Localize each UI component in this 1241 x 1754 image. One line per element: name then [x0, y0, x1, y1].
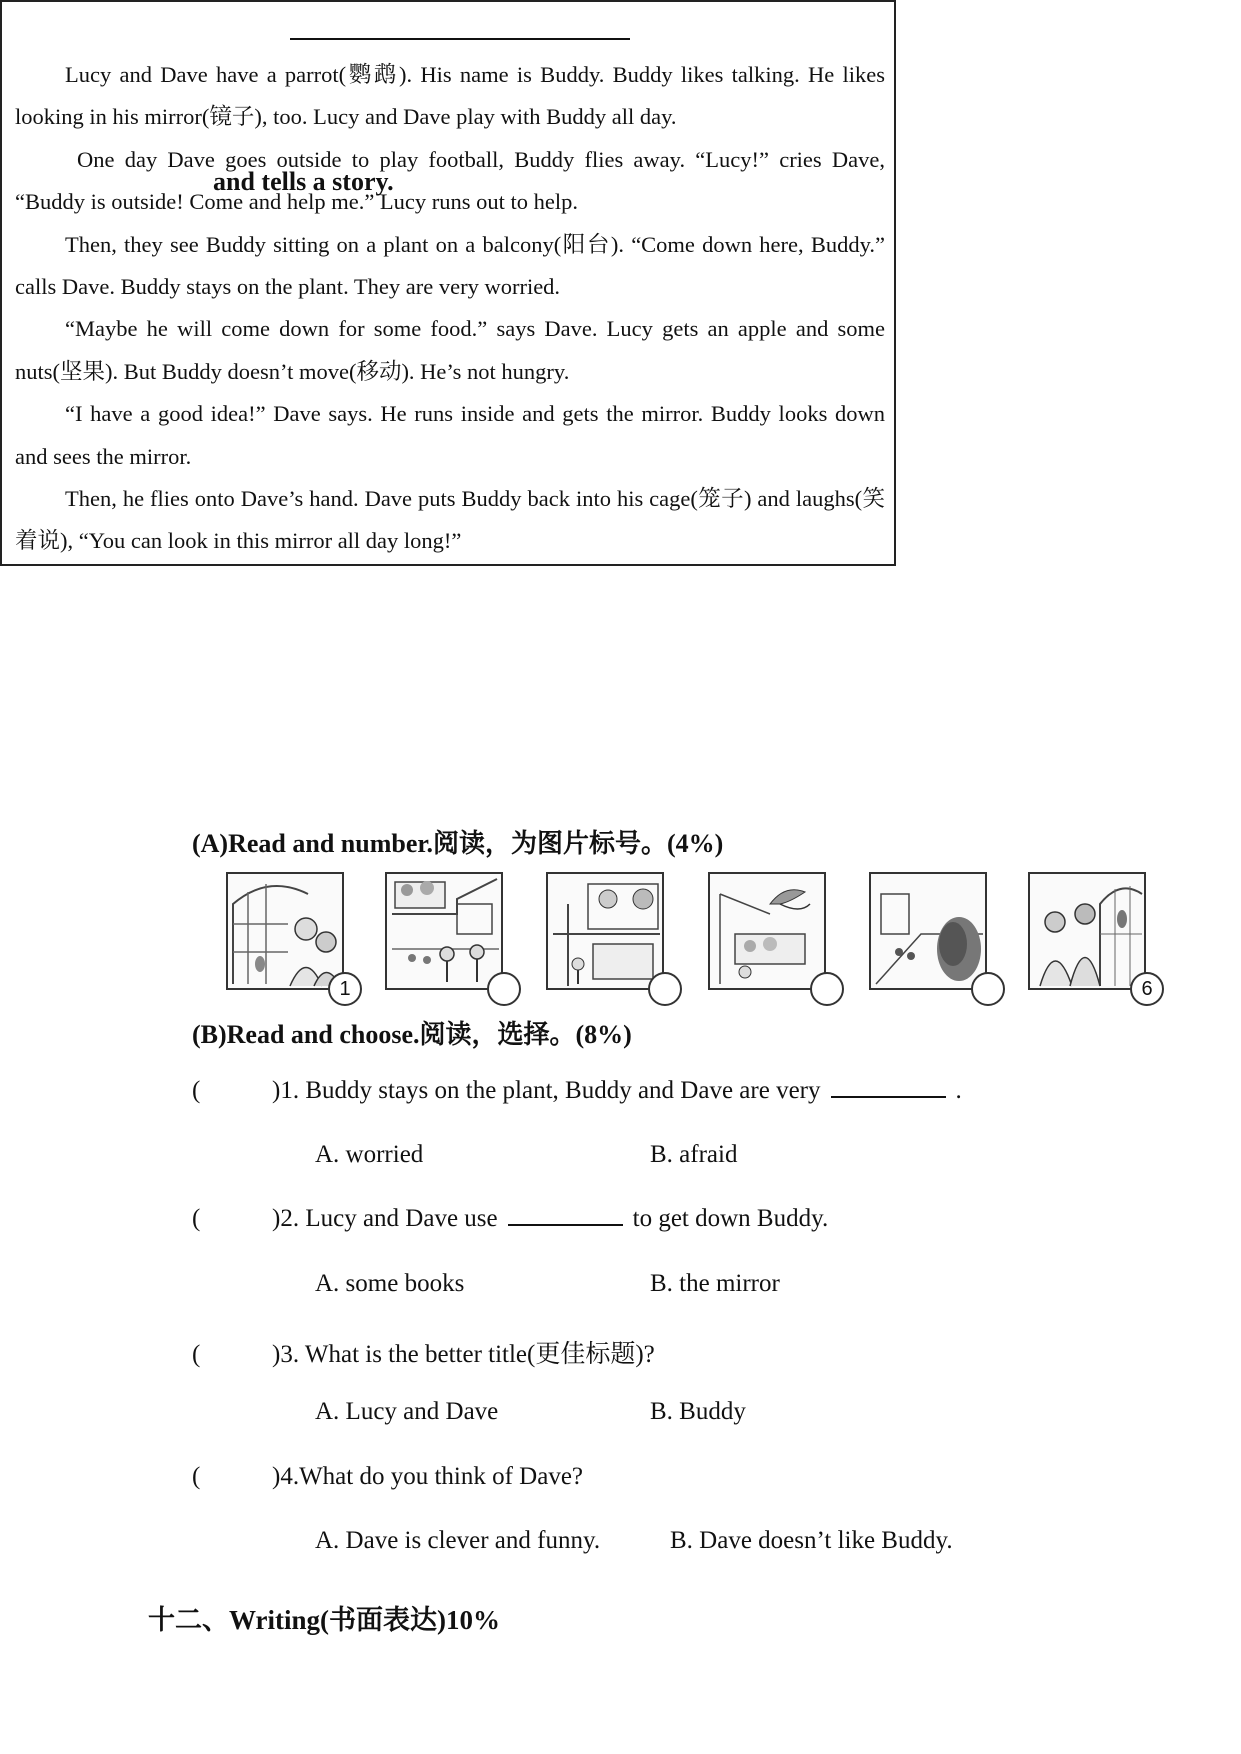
picture-2: [385, 872, 503, 990]
story-text: [15, 54, 885, 563]
family-window-illustration: [228, 874, 346, 992]
option-b[interactable]: B. the mirror: [650, 1270, 780, 1297]
question-1: [192, 1077, 1092, 1105]
question-text-end: to get down Buddy.: [632, 1205, 829, 1232]
picture-number-circle[interactable]: [971, 972, 1005, 1006]
picture-number-circle[interactable]: [648, 972, 682, 1006]
option-b[interactable]: B. Dave doesn’t like Buddy.: [670, 1527, 953, 1554]
picture-number-circle[interactable]: 6: [1130, 972, 1164, 1006]
story-paragraph: Then, he flies onto Dave’s hand. Dave puts Buddy back into his cage(笼子) and laughs(笑着说), “You can look in this mirror all day long!”: [15, 486, 885, 554]
parrot-flying-illustration: [710, 874, 828, 992]
question-text: )4.What do you think of Dave?: [272, 1463, 584, 1490]
story-paragraph: Then, they see Buddy sitting on a plant on a balcony(阳台). “Come down here, Buddy.” calls Dave. Buddy stays on the plant. They are very worried.: [15, 231, 885, 300]
answer-paren[interactable]: (: [192, 1205, 201, 1232]
question-4: [192, 1463, 1092, 1491]
answer-blank[interactable]: [508, 1206, 623, 1226]
story-paragraph: “I have a good idea!” Dave says. He runs inside and gets the mirror. Buddy looks down and sees the mirror.: [15, 401, 885, 469]
picture-5: [869, 872, 987, 990]
balcony-children-illustration: [387, 874, 505, 992]
question-text: )1. Buddy stays on the plant, Buddy and Dave are very: [272, 1077, 821, 1104]
option-a[interactable]: A. Lucy and Dave: [315, 1398, 499, 1425]
question-text: )3. What is the better title(更佳标题)?: [272, 1341, 655, 1368]
story-paragraph: One day Dave goes outside to play football, Buddy flies away. “Lucy!” cries Dave, “Buddy is outside! Come and help me.” Lucy runs out to help.: [15, 146, 885, 215]
story-paragraph: “Maybe he will come down for some food.” says Dave. Lucy gets an apple and some nuts(坚果). But Buddy doesn’t move(移动). He’s not hungry.: [15, 316, 885, 384]
question-text: )2. Lucy and Dave use: [272, 1205, 498, 1232]
question-3: [192, 1334, 1092, 1370]
picture-4: [708, 872, 826, 990]
story-paragraph: Lucy and Dave have a parrot(鹦鹉). His name is Buddy. Buddy likes talking. He likes looking in his mirror(镜子), too. Lucy and Dave play with Buddy all day.: [15, 62, 885, 130]
intro-line: and tells a story.: [213, 167, 394, 196]
girl-cage-illustration: [1030, 874, 1148, 992]
option-b[interactable]: B. afraid: [650, 1141, 738, 1168]
option-a[interactable]: A. Dave is clever and funny.: [315, 1527, 601, 1554]
option-a[interactable]: A. worried: [315, 1141, 424, 1168]
bush-kids-illustration: [871, 874, 989, 992]
answer-blank[interactable]: [831, 1078, 946, 1098]
section-b-heading: (B)Read and choose.阅读，选择。(8%): [192, 1020, 632, 1049]
picture-6: [1028, 872, 1153, 1000]
option-a[interactable]: A. some books: [315, 1270, 465, 1297]
story-title-blank[interactable]: [290, 38, 630, 40]
picture-3: [546, 872, 664, 990]
answer-paren[interactable]: (: [192, 1463, 201, 1490]
story-box: [0, 0, 896, 566]
answer-paren[interactable]: (: [192, 1341, 201, 1368]
picture-1: [226, 872, 351, 1000]
picture-number-circle[interactable]: [810, 972, 844, 1006]
picture-number-circle[interactable]: 1: [328, 972, 362, 1006]
plant-balcony-illustration: [548, 874, 666, 992]
question-2: [192, 1205, 1092, 1233]
section-a-heading: (A)Read and number.阅读，为图片标号。(4%): [192, 829, 724, 858]
option-b[interactable]: B. Buddy: [650, 1398, 746, 1425]
writing-heading: 十二、Writing(书面表达)10%: [148, 1605, 500, 1635]
picture-number-circle[interactable]: [487, 972, 521, 1006]
answer-paren[interactable]: (: [192, 1077, 201, 1104]
question-text-end: .: [955, 1077, 962, 1104]
